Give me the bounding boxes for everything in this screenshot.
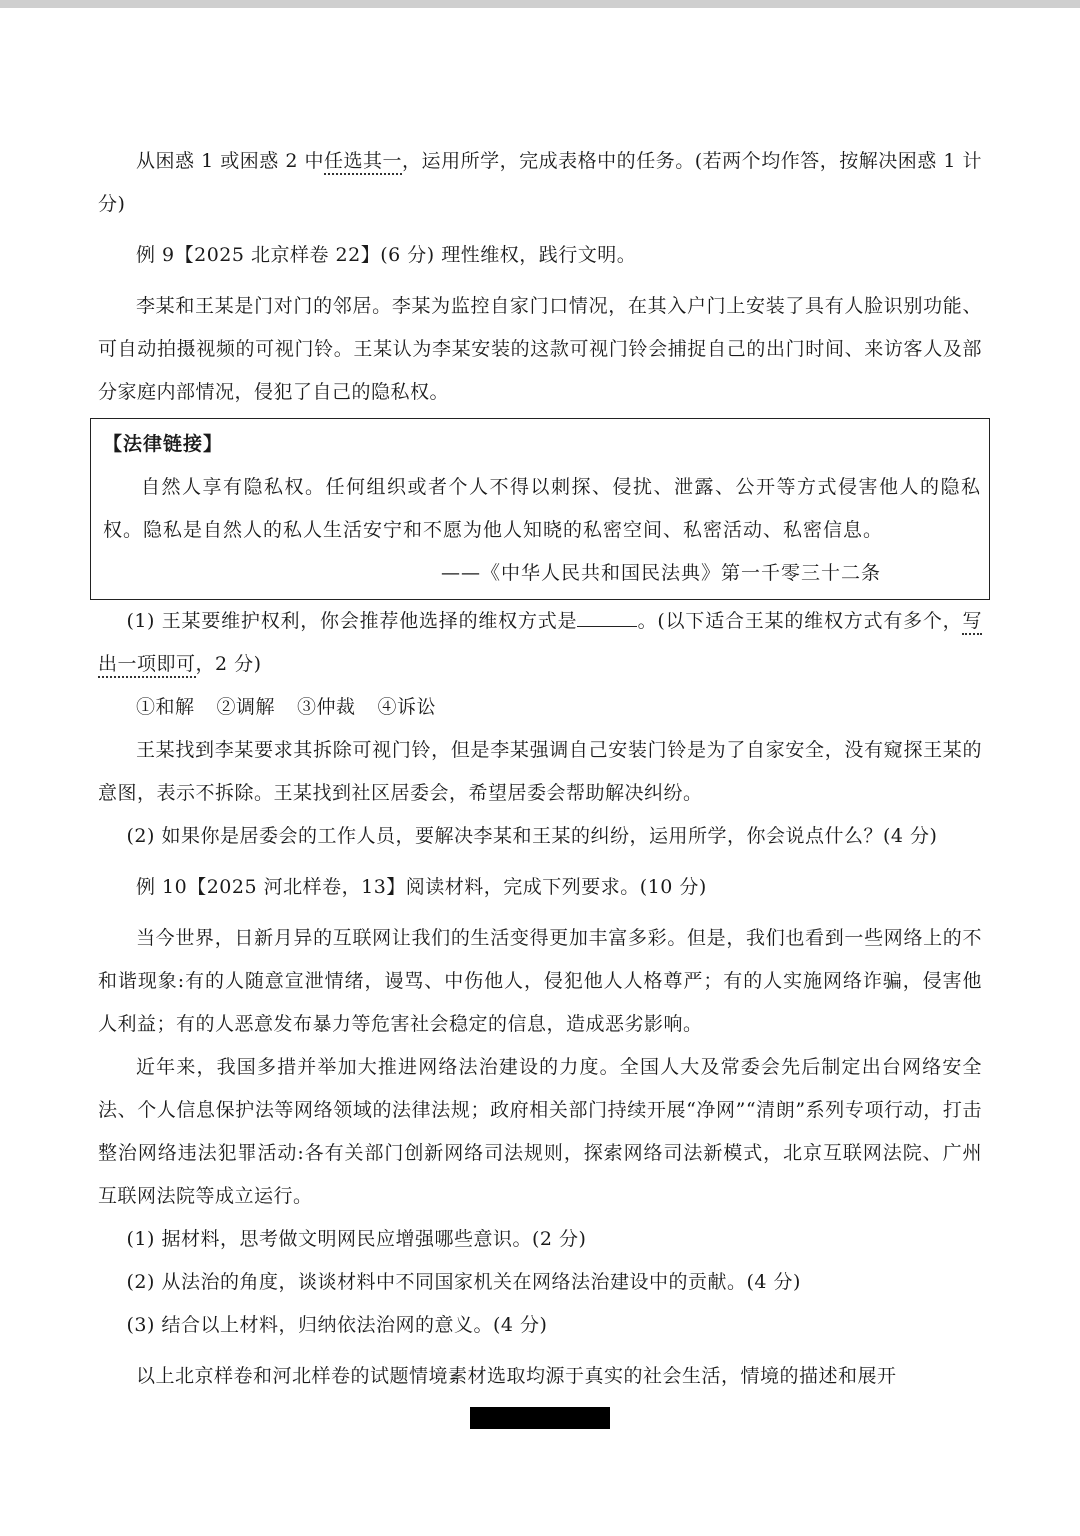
- option-item: ④诉讼: [377, 696, 437, 718]
- answer-blank: [577, 608, 637, 627]
- example10-paragraph-2: 近年来，我国多措并举加大推进网络法治建设的力度。全国人大及常委会先后制定出台网络安全法、个人信息保护法等网络领域的法律法规；政府相关部门持续开展“净网”“清朗”系列专项行动，打击整治网络违法犯罪活动:各有关部门创新网络司法规则，探索网络司法新模式，北京互联网法院、广州互联网法院等成立运行。: [98, 1056, 982, 1207]
- example9-scenario-2: 王某找到李某要求其拆除可视门铃，但是李某强调自己安装门铃是为了自家安全，没有窥探王某的意图，表示不拆除。王某找到社区居委会，希望居委会帮助解决纠纷。: [98, 739, 982, 804]
- q1-text-1: (1) 王某要维护权利，你会推荐他选择的维权方式是: [126, 610, 578, 632]
- q1-text-3: ，2 分): [195, 653, 262, 675]
- law-body: 自然人享有隐私权。任何组织或者个人不得以刺探、侵扰、泄露、公开等方式侵害他人的隐私权。隐私是自然人的私人生活安宁和不愿为他人知晓的私密空间、私密活动、私密信息。: [103, 476, 981, 541]
- q1-emphasis: 写出一项即可: [98, 610, 982, 678]
- top-edge-strip: [0, 0, 1080, 8]
- law-title: 【法律链接】: [103, 433, 224, 455]
- example10-question-3: (3) 结合以上材料，归纳依法治网的意义。(4 分): [126, 1314, 548, 1336]
- example10-question-2: (2) 从法治的角度，谈谈材料中不同国家机关在网络法治建设中的贡献。(4 分): [126, 1271, 801, 1293]
- example10-heading: 例 10【2025 河北样卷，13】阅读材料，完成下列要求。(10 分): [136, 876, 707, 898]
- intro-paragraph: [98, 140, 982, 226]
- redaction-bar: [470, 1407, 610, 1429]
- law-source: ——《中华人民共和国民法典》第一千零三十二条: [440, 562, 881, 584]
- example10-question-1: (1) 据材料，思考做文明网民应增强哪些意识。(2 分): [126, 1228, 587, 1250]
- example9-heading: 例 9【2025 北京样卷 22】(6 分) 理性维权，践行文明。: [136, 244, 637, 266]
- example9-scenario: 李某和王某是门对门的邻居。李某为监控自家门口情况，在其入户门上安装了具有人脸识别功能、可自动拍摄视频的可视门铃。王某认为李某安装的这款可视门铃会捕捉自己的出门时间、来访客人及部分家庭内部情况，侵犯了自己的隐私权。: [98, 295, 982, 403]
- law-link-box: [90, 418, 990, 600]
- closing-paragraph: 以上北京样卷和河北样卷的试题情境素材选取均源于真实的社会生活，情境的描述和展开: [136, 1365, 897, 1387]
- option-item: ②调解: [216, 696, 276, 718]
- example10-paragraph-1: 当今世界，日新月异的互联网让我们的生活变得更加丰富多彩。但是，我们也看到一些网络上的不和谐现象:有的人随意宣泄情绪，谩骂、中伤他人，侵犯他人人格尊严；有的人实施网络诈骗，侵害他人利益；有的人恶意发布暴力等危害社会稳定的信息，造成恶劣影响。: [98, 927, 982, 1035]
- example9-question-2: (2) 如果你是居委会的工作人员，要解决李某和王某的纠纷，运用所学，你会说点什么？(4 分): [126, 825, 938, 847]
- document-page: [98, 140, 982, 1398]
- q1-text-2: 。(以下适合王某的维权方式有多个，: [637, 610, 963, 632]
- option-item: ③仲裁: [297, 696, 356, 718]
- option-item: ①和解: [136, 696, 195, 718]
- example9-question-1: [98, 600, 982, 686]
- options-list: [98, 686, 982, 729]
- intro-text-1: 从困惑 1 或困惑 2 中: [136, 150, 324, 172]
- intro-text-2: ，运用所学，完成表格中的任务。(若两个均作答，按解决困惑 1 计分): [98, 150, 982, 215]
- intro-emphasis: 任选其一: [324, 150, 402, 175]
